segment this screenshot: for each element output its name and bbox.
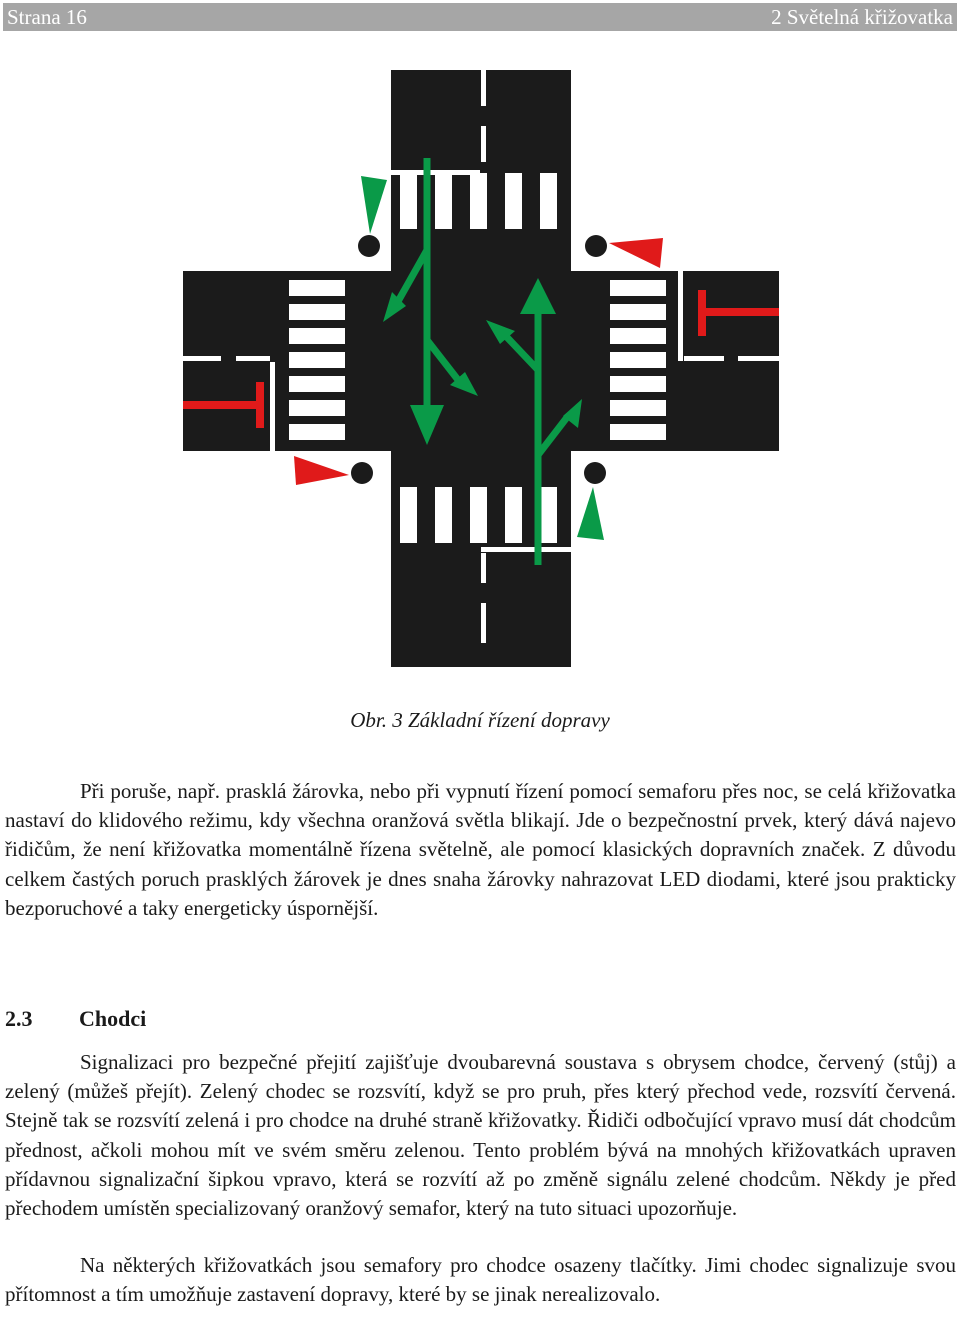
crosswalk-west xyxy=(289,280,345,440)
signal-post-south-east xyxy=(577,462,606,540)
signal-post-north-west xyxy=(358,176,387,257)
paragraph-3: Na některých křižovatkách jsou semafory pro chodce osazeny tlačítky. Jimi chodec signalizuje svou přítomnost a tím umožňuje zastavení dopravy, které by se jinak nerealizovalo. xyxy=(5,1253,956,1307)
page-number: Strana 16 xyxy=(7,5,87,29)
page-header xyxy=(3,3,957,31)
paragraph-1: Při poruše, např. prasklá žárovka, nebo při vypnutí řízení pomocí semaforu přes noc, se celá křižovatka nastaví do klidového režimu, kdy všechna oranžová světla blikají. Jde o bezpečnostní prvek, který dává najevo řidičům, že není křižovatka momentálně řízena světelně, ale pomocí klasických dopravních značek. Z důvodu celkem častých poruch prasklých žárovek je dnes snaha žárovky nahrazovat LED diodami, které jsou prakticky bezporuchové a taky energeticky úspornější. xyxy=(5,779,956,920)
section-heading xyxy=(5,1006,146,1032)
section-number: 2.3 xyxy=(5,1006,33,1031)
signal-post-south-west xyxy=(294,456,373,485)
crosswalk-east xyxy=(610,280,666,440)
figure-caption: Obr. 3 Základní řízení dopravy xyxy=(350,708,610,732)
chapter-title: 2 Světelná křižovatka xyxy=(771,5,953,29)
intersection-diagram xyxy=(180,66,780,670)
paragraph-2: Signalizaci pro bezpečné přejití zajišťuje dvoubarevná soustava s obrysem chodce, červený (stůj) a zelený (můžeš přejít). Zelený chodec se rozsvítí, když se pro pruh, přes který přechod vede, rozsvítí červená. Stejně tak se rozsvítí zelená i pro chodce na druhé straně křižovatky. Řidiči odbočující vpravo musí dát chodcům přednost, ačkoli mohou mít ve svém směru zelenou. Tento problém bývá na mnohých křižovatkách upraven přídavnou signalizační šipkou vpravo, která se rozvítí až po změně signálu zelené chodcům. Někdy je před přechodem umístěn specializovaný oranžový semafor, který na tuto situaci upozorňuje. xyxy=(5,1050,956,1221)
signal-post-north-east xyxy=(585,235,663,268)
section-title: Chodci xyxy=(79,1006,147,1031)
